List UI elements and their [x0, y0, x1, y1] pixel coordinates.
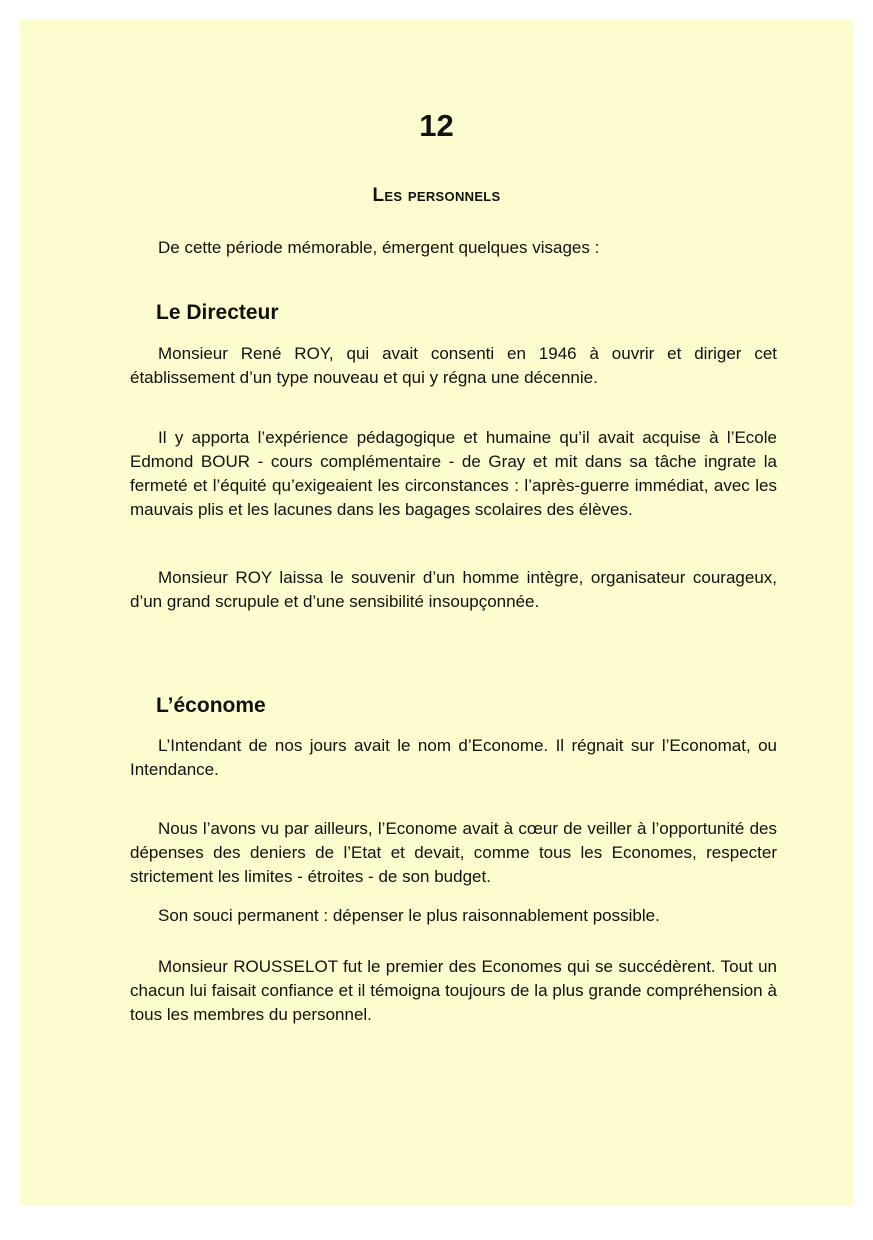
section-heading-econome: L’économe [156, 694, 266, 717]
chapter-title: Les personnels [372, 185, 501, 206]
page-number: 12 [419, 108, 454, 143]
intro-paragraph: De cette période mémorable, émergent quelques visages : [158, 238, 600, 257]
econome-paragraph-4: Monsieur ROUSSELOT fut le premier des Economes qui se succédèrent. Tout un chacun lui faisait confiance et il témoigna toujours de la plus grande compréhension à tous les membres du personnel. [130, 957, 777, 1024]
document-page [20, 20, 853, 1205]
section-heading-directeur: Le Directeur [156, 301, 279, 324]
directeur-paragraph-2: Il y apporta l’expérience pédagogique et humaine qu’il avait acquise à l’Ecole Edmond BOUR - cours complémentaire - de Gray et mit dans sa tâche ingrate la fermeté et l’équité qu’exigeaient les circonstances : l’après-guerre immédiat, avec les mauvais plis et les lacunes dans les bagages scolaires des élèves. [130, 428, 777, 519]
directeur-paragraph-3: Monsieur ROY laissa le souvenir d’un homme intègre, organisateur courageux, d’un grand scrupule et d’une sensibilité insoupçonnée. [130, 568, 777, 611]
econome-paragraph-1: L’Intendant de nos jours avait le nom d’Econome. Il régnait sur l’Economat, ou Intendance. [130, 736, 777, 779]
directeur-paragraph-1: Monsieur René ROY, qui avait consenti en 1946 à ouvrir et diriger cet établissement d’un type nouveau et qui y régna une décennie. [130, 344, 777, 387]
econome-paragraph-2: Nous l’avons vu par ailleurs, l’Econome avait à cœur de veiller à l’opportunité des dépenses des deniers de l’Etat et devait, comme tous les Economes, respecter strictement les limites - étroites - de son budget. [130, 819, 777, 886]
econome-paragraph-3: Son souci permanent : dépenser le plus raisonnablement possible. [158, 906, 660, 925]
